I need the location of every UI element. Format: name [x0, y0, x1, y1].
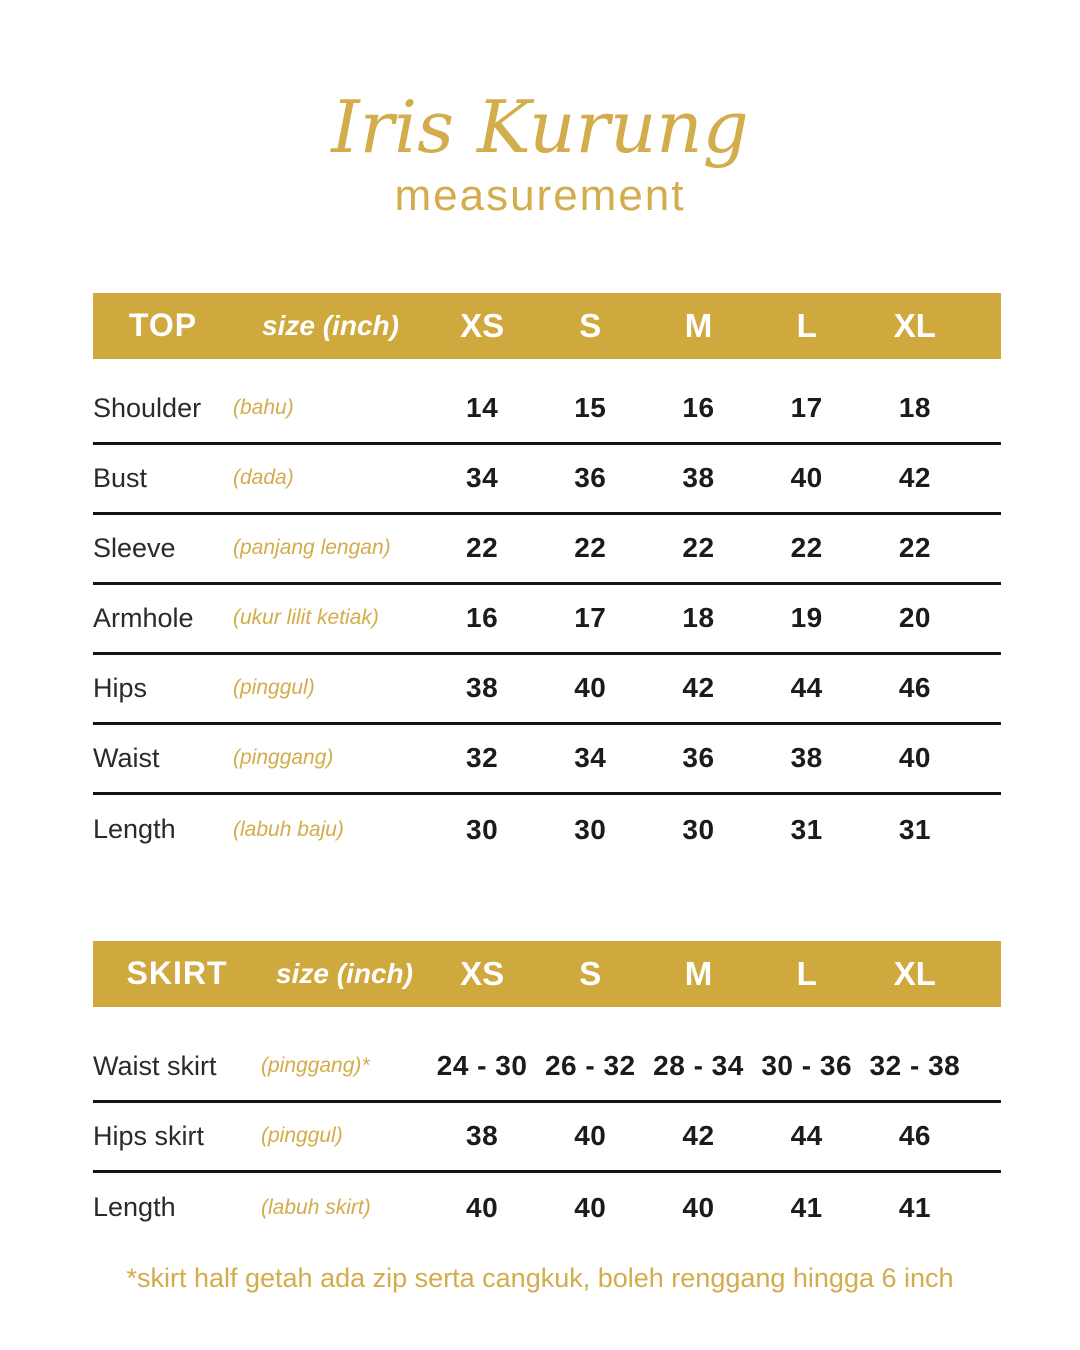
table-name-label: SKIRT [126, 955, 228, 992]
measurement-value: 30 [466, 813, 499, 845]
measurement-value: 16 [466, 602, 499, 634]
title-block [0, 0, 1080, 221]
measurement-value: 15 [574, 392, 607, 424]
measurement-value: 34 [574, 742, 607, 774]
measurement-translation: (labuh skirt) [261, 1195, 371, 1219]
top-table-rows [93, 359, 1001, 865]
table-row [93, 585, 1001, 655]
measurement-translation: (pinggang)* [261, 1054, 370, 1078]
measurement-value: 31 [790, 813, 823, 845]
measurement-label: Shoulder [93, 392, 202, 423]
measurement-value: 41 [898, 1191, 931, 1223]
measurement-value: 14 [466, 392, 499, 424]
measurement-translation: (bahu) [233, 396, 294, 420]
measurement-value: 44 [790, 672, 823, 704]
measurement-value: 18 [898, 392, 931, 424]
measurement-value: 22 [682, 532, 715, 564]
measurement-translation: (pinggul) [233, 676, 315, 700]
measurement-value: 32 - 38 [869, 1050, 961, 1082]
skirt-table-rows [93, 1007, 1001, 1243]
measurement-value: 19 [790, 602, 823, 634]
size-unit-label: size (inch) [276, 957, 413, 989]
size-column-header: XL [893, 954, 936, 992]
measurement-value: 22 [898, 532, 931, 564]
skirt-table-header-band [93, 941, 1001, 1007]
measurement-value: 38 [466, 672, 499, 704]
table-row [93, 655, 1001, 725]
measurement-value: 42 [682, 1120, 715, 1152]
measurement-value: 20 [898, 602, 931, 634]
table-row [93, 1173, 1001, 1243]
measurement-value: 22 [466, 532, 499, 564]
measurement-translation: (ukur lilit ketiak) [233, 606, 379, 630]
table-row [93, 725, 1001, 795]
measurement-value: 17 [790, 392, 823, 424]
footnote: *skirt half getah ada zip serta cangkuk, boleh renggang hingga 6 inch [126, 1262, 954, 1293]
measurement-value: 38 [466, 1120, 499, 1152]
measurement-value: 42 [682, 672, 715, 704]
measurement-label: Length [93, 1192, 176, 1223]
size-column-header: S [579, 954, 602, 992]
measurement-value: 22 [790, 532, 823, 564]
size-column-header: XS [460, 954, 505, 992]
measurement-label: Length [93, 814, 176, 845]
size-column-header: S [579, 306, 602, 344]
page-subtitle: measurement [394, 170, 686, 220]
measurement-value: 42 [898, 462, 931, 494]
measurement-value: 41 [790, 1191, 823, 1223]
measurement-value: 40 [574, 1120, 607, 1152]
measurement-value: 34 [466, 462, 499, 494]
measurement-translation: (labuh baju) [233, 817, 344, 841]
measurement-value: 38 [790, 742, 823, 774]
measurement-value: 16 [682, 392, 715, 424]
table-row [93, 515, 1001, 585]
size-column-header: L [796, 306, 817, 344]
measurement-value: 30 [682, 813, 715, 845]
measurement-label: Sleeve [93, 532, 176, 563]
measurement-value: 24 - 30 [436, 1050, 528, 1082]
table-row [93, 445, 1001, 515]
top-table-header-band [93, 293, 1001, 359]
measurement-value: 30 - 36 [761, 1050, 853, 1082]
measurement-value: 31 [898, 813, 931, 845]
page-title: Iris Kurung [331, 85, 749, 169]
measurement-value: 36 [574, 462, 607, 494]
measurement-value: 46 [898, 1120, 931, 1152]
measurement-value: 32 [466, 742, 499, 774]
measurement-value: 17 [574, 602, 607, 634]
measurement-translation: (dada) [233, 466, 294, 490]
measurement-value: 40 [682, 1191, 715, 1223]
table-row [93, 1103, 1001, 1173]
measurement-value: 38 [682, 462, 715, 494]
table-row [93, 375, 1001, 445]
measurement-label: Hips [93, 672, 148, 703]
measurement-value: 44 [790, 1120, 823, 1152]
measurement-label: Hips skirt [93, 1120, 205, 1151]
measurement-value: 40 [790, 462, 823, 494]
measurement-value: 22 [574, 532, 607, 564]
size-column-header: L [796, 954, 817, 992]
measurement-translation: (pinggul) [261, 1124, 343, 1148]
size-unit-label: size (inch) [262, 309, 399, 341]
measurement-value: 26 - 32 [544, 1050, 636, 1082]
measurement-value: 18 [682, 602, 715, 634]
measurement-translation: (pinggang) [233, 746, 334, 770]
measurement-value: 46 [898, 672, 931, 704]
measurement-value: 40 [466, 1191, 499, 1223]
top-size-table [93, 293, 1001, 865]
size-column-header: XS [460, 306, 505, 344]
measurement-value: 40 [574, 1191, 607, 1223]
measurement-value: 40 [898, 742, 931, 774]
measurement-value: 36 [682, 742, 715, 774]
table-row [93, 795, 1001, 865]
measurement-label: Waist skirt [93, 1050, 217, 1081]
skirt-size-table [93, 941, 1001, 1243]
measurement-label: Waist [93, 742, 160, 773]
table-name-label: TOP [128, 307, 198, 344]
measurement-value: 28 - 34 [653, 1050, 744, 1082]
table-row [93, 1033, 1001, 1103]
measurement-value: 40 [574, 672, 607, 704]
measurement-label: Bust [93, 462, 148, 493]
measurement-translation: (panjang lengan) [233, 536, 391, 560]
measurement-label: Armhole [93, 602, 194, 633]
size-column-header: XL [893, 306, 936, 344]
size-column-header: M [684, 306, 713, 344]
measurement-value: 30 [574, 813, 607, 845]
size-column-header: M [684, 954, 713, 992]
